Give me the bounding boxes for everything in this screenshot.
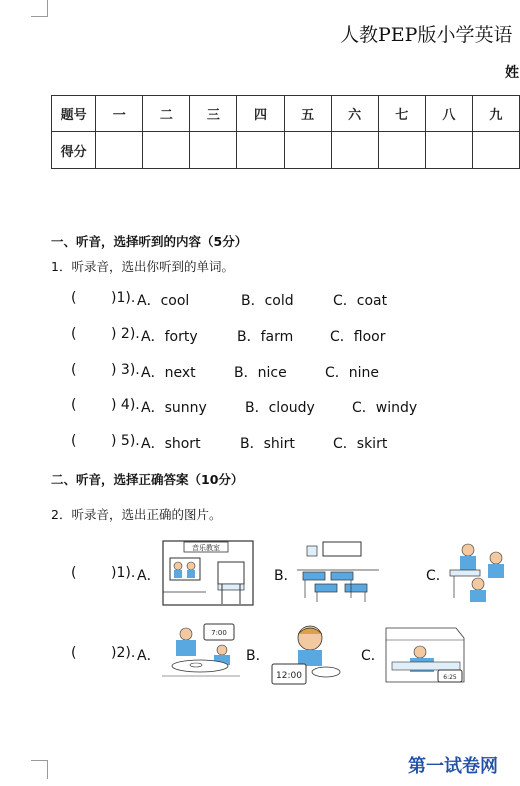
- option-c: C．skirt: [333, 436, 388, 452]
- column-header: 一: [96, 96, 143, 132]
- option-a-label: A．: [137, 648, 161, 664]
- music-room-sign: 音乐教室: [192, 544, 220, 552]
- score-cell[interactable]: [237, 132, 284, 169]
- answer-paren[interactable]: (: [71, 290, 77, 306]
- option-a-label: A．: [137, 568, 161, 584]
- option-b: B．cloudy: [245, 400, 315, 416]
- option-c-label: C．: [361, 648, 385, 664]
- option-c: C．nine: [325, 365, 380, 381]
- column-header: 七: [378, 96, 425, 132]
- crop-mark-top: [31, 0, 48, 17]
- section-2-heading: 二、听音，选择正确答案（10分）: [51, 472, 244, 487]
- question-number: ) 4).: [111, 397, 140, 413]
- score-cell[interactable]: [190, 132, 237, 169]
- answer-paren[interactable]: (: [71, 362, 77, 378]
- question-number: ) 2).: [111, 326, 140, 342]
- column-header: 九: [472, 96, 519, 132]
- clock-c-time: 6:25: [443, 674, 457, 681]
- option-b: B．nice: [234, 365, 287, 381]
- name-label: 姓: [505, 65, 519, 81]
- column-header: 六: [331, 96, 378, 132]
- option-c: C．coat: [333, 293, 388, 309]
- lunch-picture[interactable]: [268, 620, 348, 686]
- option-a: A．next: [141, 365, 196, 381]
- option-b: B．farm: [237, 329, 294, 345]
- option-b-label: B．: [274, 568, 298, 584]
- column-header: 三: [190, 96, 237, 132]
- option-c: C．floor: [330, 329, 386, 345]
- score-table-header-row: [52, 96, 520, 132]
- option-a: A．short: [141, 436, 201, 452]
- score-cell[interactable]: [378, 132, 425, 169]
- option-a: A．forty: [141, 329, 198, 345]
- score-cell[interactable]: [472, 132, 519, 169]
- score-cell[interactable]: [143, 132, 190, 169]
- answer-paren[interactable]: (: [71, 326, 77, 342]
- row-label-question: 题号: [52, 96, 96, 132]
- score-cell[interactable]: [331, 132, 378, 169]
- page-title: 人教PEP版小学英语: [340, 24, 513, 46]
- option-b: B．cold: [241, 293, 294, 309]
- question-number: )1).: [111, 290, 136, 306]
- column-header: 八: [425, 96, 472, 132]
- answer-paren[interactable]: (: [71, 645, 77, 661]
- answer-paren[interactable]: (: [71, 433, 77, 449]
- score-table: [51, 95, 520, 169]
- music-room-picture[interactable]: [162, 540, 254, 606]
- clock-b-time: 12:00: [276, 671, 302, 681]
- column-header: 五: [284, 96, 331, 132]
- question-number: )1).: [111, 565, 136, 581]
- row-label-score: 得分: [52, 132, 96, 169]
- option-b: B．shirt: [240, 436, 295, 452]
- option-a: A．sunny: [141, 400, 207, 416]
- score-cell[interactable]: [284, 132, 331, 169]
- section-2-instruction: 2．听录音，选出正确的图片。: [51, 507, 222, 522]
- score-table-score-row: [52, 132, 520, 169]
- bedroom-picture[interactable]: [384, 618, 466, 684]
- option-b-label: B．: [246, 648, 270, 664]
- crop-mark-bottom: [31, 760, 48, 779]
- answer-paren[interactable]: (: [71, 565, 77, 581]
- reading-room-picture[interactable]: [446, 540, 520, 606]
- section-1-instruction: 1．听录音，选出你听到的单词。: [51, 259, 234, 274]
- section-1-heading: 一、听音，选择听到的内容（5分）: [51, 234, 248, 249]
- site-watermark: 第一试卷网: [408, 756, 498, 777]
- answer-paren[interactable]: (: [71, 397, 77, 413]
- option-a: A．cool: [137, 293, 190, 309]
- question-number: ) 5).: [111, 433, 140, 449]
- option-c-label: C．: [426, 568, 450, 584]
- question-number: )2).: [111, 645, 136, 661]
- column-header: 二: [143, 96, 190, 132]
- classroom-picture[interactable]: [295, 540, 379, 604]
- score-cell[interactable]: [425, 132, 472, 169]
- breakfast-picture[interactable]: [160, 620, 242, 678]
- score-cell[interactable]: [96, 132, 143, 169]
- column-header: 四: [237, 96, 284, 132]
- clock-a-time: 7:00: [211, 629, 227, 637]
- question-number: ) 3).: [111, 362, 140, 378]
- option-c: C．windy: [352, 400, 418, 416]
